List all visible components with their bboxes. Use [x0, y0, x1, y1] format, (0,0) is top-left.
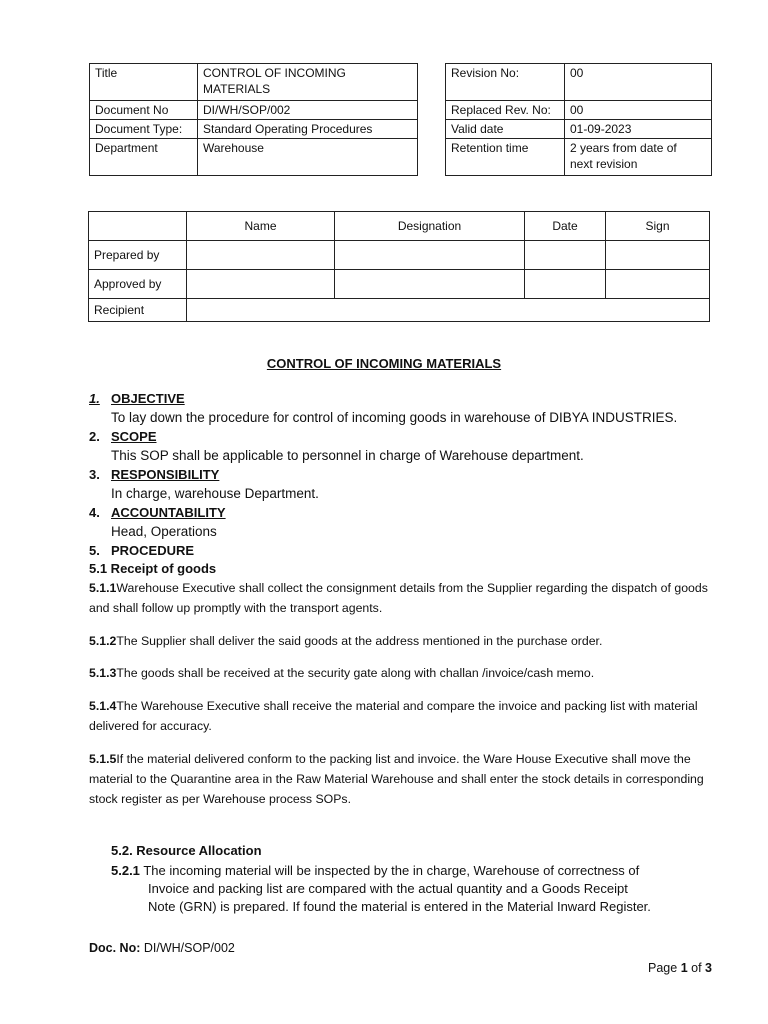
meta-value: 01-09-2023 [565, 120, 712, 139]
table-row [90, 120, 418, 139]
meta-label: Document No [90, 101, 198, 120]
header-cell-date: Date [525, 212, 606, 241]
paragraph-number: 5.1.3 [89, 666, 117, 680]
header-cell-designation: Designation [335, 212, 525, 241]
section-label: RESPONSIBILITY [111, 467, 220, 482]
section-number: 2. [89, 429, 100, 444]
footer-doc-label: Doc. No: [89, 941, 141, 955]
header-cell-empty [89, 212, 187, 241]
procedure-paragraph [89, 578, 719, 618]
table-cell [525, 241, 606, 270]
section-text: This SOP shall be applicable to personnel in charge of Warehouse department. [111, 448, 584, 463]
table-cell [187, 270, 335, 299]
paragraph-text: If the material delivered conform to the packing list and invoice. the Ware House Executive shall move the material to the Quarantine area in the Raw Material Warehouse and shall enter the stock details in corresponding stock register as per Warehouse process SOPs. [89, 752, 704, 806]
table-row [446, 120, 712, 139]
paragraph-text: The goods shall be received at the security gate along with challan /invoice/cash memo. [116, 666, 595, 680]
section-heading [89, 543, 194, 558]
table-row [90, 101, 418, 120]
table-row [89, 299, 710, 322]
section-label: ACCOUNTABILITY [111, 505, 226, 520]
table-cell [187, 241, 335, 270]
row-label: Recipient [89, 299, 187, 322]
paragraph-number: 5.2.1 [111, 863, 140, 878]
table-row [89, 270, 710, 299]
meta-label: Department [90, 139, 198, 176]
table-cell [335, 270, 525, 299]
paragraph-text: Warehouse Executive shall collect the consignment details from the Supplier regarding the dispatch of goods and shall follow up promptly with the transport agents. [89, 581, 708, 615]
table-row [446, 139, 712, 176]
paragraph-line [111, 863, 639, 878]
paragraph-line: Invoice and packing list are compared with the actual quantity and a Goods Receipt [148, 881, 628, 896]
section-label: SCOPE [111, 429, 157, 444]
table-row [446, 101, 712, 120]
paragraph-number: 5.1.1 [89, 581, 117, 595]
footer-page-number [648, 961, 712, 975]
page-word: Page [648, 961, 678, 975]
section-number: 4. [89, 505, 100, 520]
subsection-heading: 5.1 Receipt of goods [89, 561, 217, 576]
meta-label: Title [90, 64, 198, 101]
meta-value: CONTROL OF INCOMING MATERIALS [198, 64, 418, 101]
table-row [90, 64, 418, 101]
meta-value: 2 years from date of next revision [565, 139, 712, 176]
section-text: In charge, warehouse Department. [111, 486, 319, 501]
section-label: OBJECTIVE [111, 391, 185, 406]
meta-value: Standard Operating Procedures [198, 120, 418, 139]
row-label: Approved by [89, 270, 187, 299]
section-heading [89, 429, 157, 444]
paragraph-number: 5.1.4 [89, 699, 117, 713]
procedure-paragraph [111, 862, 711, 916]
section-number: 3. [89, 467, 100, 482]
signoff-table [88, 211, 710, 322]
table-cell [606, 270, 710, 299]
meta-label: Document Type: [90, 120, 198, 139]
section-number: 5. [89, 543, 100, 558]
subsection-heading: 5.2. Resource Allocation [111, 843, 262, 858]
table-row [89, 241, 710, 270]
paragraph-text: The Supplier shall deliver the said goods at the address mentioned in the purchase order. [116, 634, 603, 648]
paragraph-number: 5.1.2 [89, 634, 117, 648]
footer-doc-number [89, 941, 235, 955]
paragraph-number: 5.1.5 [89, 752, 117, 766]
section-text: Head, Operations [111, 524, 217, 539]
section-heading [89, 467, 219, 482]
table-row [90, 139, 418, 176]
procedure-paragraph [89, 696, 719, 736]
meta-value: Warehouse [198, 139, 418, 176]
paragraph-text: The incoming material will be inspected by the in charge, Warehouse of correctness of [143, 863, 640, 878]
procedure-paragraph [89, 631, 719, 651]
meta-value: 00 [565, 64, 712, 101]
table-cell [606, 241, 710, 270]
meta-label: Replaced Rev. No: [446, 101, 565, 120]
header-cell-sign: Sign [606, 212, 710, 241]
table-cell [525, 270, 606, 299]
table-cell [335, 241, 525, 270]
revision-info-table [445, 63, 712, 176]
page-total: 3 [705, 961, 712, 975]
meta-label: Valid date [446, 120, 565, 139]
procedure-paragraph [89, 749, 719, 809]
page-current: 1 [680, 961, 688, 975]
of-word: of [691, 961, 702, 975]
section-label: PROCEDURE [111, 543, 195, 558]
procedure-paragraph [89, 663, 719, 683]
paragraph-line: Note (GRN) is prepared. If found the material is entered in the Material Inward Register. [148, 899, 651, 914]
meta-label: Revision No: [446, 64, 565, 101]
paragraph-text: The Warehouse Executive shall receive the material and compare the invoice and packing list with material delivered for accuracy. [89, 699, 698, 733]
section-heading [89, 391, 185, 406]
section-number: 1. [89, 391, 100, 406]
meta-label: Retention time [446, 139, 565, 176]
header-cell-name: Name [187, 212, 335, 241]
meta-value: 00 [565, 101, 712, 120]
meta-value: DI/WH/SOP/002 [198, 101, 418, 120]
table-header-row [89, 212, 710, 241]
table-cell [187, 299, 710, 322]
row-label: Prepared by [89, 241, 187, 270]
section-heading [89, 505, 226, 520]
table-row [446, 64, 712, 101]
footer-doc-value: DI/WH/SOP/002 [143, 941, 235, 955]
document-info-table [89, 63, 418, 176]
section-text: To lay down the procedure for control of incoming goods in warehouse of DIBYA INDUSTRIES. [111, 410, 678, 425]
document-title: CONTROL OF INCOMING MATERIALS [266, 356, 502, 371]
